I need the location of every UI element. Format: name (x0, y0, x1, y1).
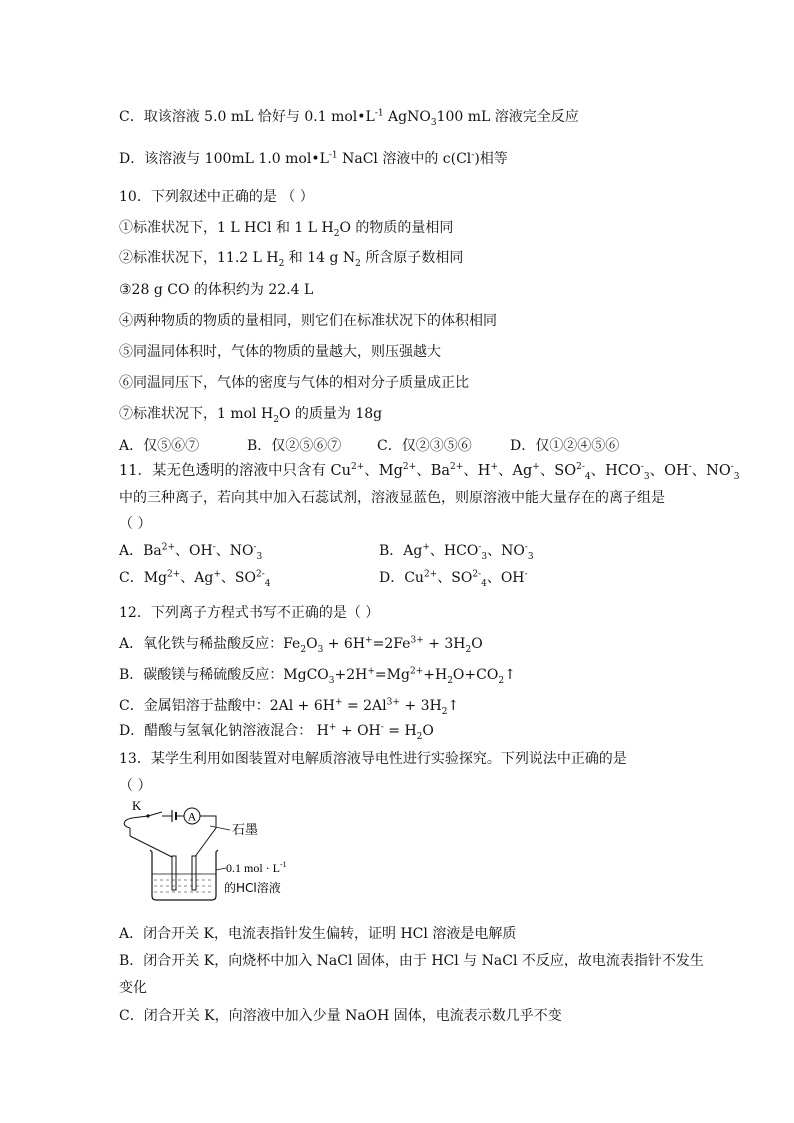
ammeter-label: A (187, 809, 197, 824)
q10-statement-7: ⑦标准状况下，1 mol $H_2O$ 的质量为 18g (119, 406, 383, 425)
wire-right (200, 816, 216, 828)
q10-option-b: B．仅②⑤⑥⑦ (247, 438, 342, 454)
q12-option-b: B．碳酸镁与稀硫酸反应：$MgCO_3+2H^+=Mg^{2+}+H_2O+CO_2↑$ (119, 666, 516, 686)
q13-answer-paren: （ ） (119, 778, 152, 794)
switch-k-lever (148, 812, 162, 816)
circuit-apparatus-figure (112, 796, 332, 904)
graphite-pointer-line (210, 826, 230, 830)
q10-statement-2: ②标准状况下，11.2 L $H_2$ 和 14 g $N_2$ 所含原子数相同 (119, 250, 464, 269)
q9-option-d: D．该溶液与 100mL 1.0 $mol•L^{-1}$ NaCl 溶液中的 c(Cl-)相等 (119, 150, 508, 167)
graphite-electrode-left (172, 856, 176, 890)
q10-stem: 10．下列叙述中正确的是 （ ） (119, 189, 314, 205)
q10-statement-5: ⑤同温同体积时，气体的物质的量越大，则压强越大 (119, 344, 441, 360)
q10-statement-4: ④两种物质的物质的量相同，则它们在标准状况下的体积相同 (119, 313, 497, 329)
q11-stem-line-2: 中的三种离子，若向其中加入石蕊试剂，溶液显蓝色，则原溶液中能大量存在的离子组是 (119, 490, 665, 506)
q11-option-c: C．$Mg^{2+}$、Ag+、$SO^{2-}_4$ (119, 569, 271, 589)
circuit-diagram (112, 796, 332, 904)
q12-option-a: A．氧化铁与稀盐酸反应：$Fe_2O_3 + 6H^+=2Fe^{3+} + 3H_2O$ (119, 635, 483, 655)
q11-stem-line-1: 11．某无色透明的溶液中只含有 $Cu^{2+}$、$Mg^{2+}$、$Ba^{2+}$、H+、Ag+、$SO^{2-}_4$、$HCO^-_3$、OH-、$NO^-_3$ (119, 462, 740, 482)
wire-left (124, 816, 148, 828)
q10-option-a: A．仅⑤⑥⑦ (119, 438, 200, 454)
q11-answer-paren: （ ） (119, 516, 152, 532)
q10-statement-3: ③28 g CO 的体积约为 22.4 L (119, 282, 314, 298)
q10-statement-1: ①标准状况下，1 L HCl 和 1 L $H_2O$ 的物质的量相同 (119, 220, 454, 239)
q10-option-d: D．仅①②④⑤⑥ (510, 438, 620, 454)
graphite-electrode-right (192, 856, 196, 890)
q11-option-b: B．Ag+、$HCO^-_3$、$NO^-_3$ (379, 542, 534, 562)
concentration-label: 0.1 mol · $L^{-1}$ (226, 860, 287, 875)
q10-option-c: C．仅②③⑤⑥ (377, 438, 472, 454)
wire-to-right-electrode (194, 828, 216, 858)
beaker-icon (150, 850, 218, 900)
q13-option-b-line-1: B．闭合开关 K，向烧杯中加入 NaCl 固体，由于 HCl 与 NaCl 不反应，故电流表指针不发生 (119, 953, 704, 969)
switch-k-label: K (132, 798, 142, 813)
q13-stem-line-1: 13．某学生利用如图装置对电解质溶液导电性进行实验探究。下列说法中正确的是 (119, 751, 627, 767)
solution-label: 的HCl溶液 (224, 881, 281, 895)
q13-option-c: C．闭合开关 K，向溶液中加入少量 NaOH 固体，电流表示数几乎不变 (119, 1008, 562, 1024)
q13-option-b-line-2: 变化 (119, 980, 147, 996)
q11-option-d: D．$Cu^{2+}$、$SO^{2-}_4$、OH- (379, 569, 528, 589)
q12-option-d: D．醋酸与氢氧化钠溶液混合： $H^+ + OH^- = H_2O$ (119, 722, 434, 742)
q13-option-a: A．闭合开关 K，电流表指针发生偏转，证明 HCl 溶液是电解质 (119, 926, 517, 942)
q12-option-c: C．金属铝溶于盐酸中：$2Al + 6H^+ = 2Al^{3+}$ + $3H_2↑$ (119, 697, 460, 717)
solution-pointer-line (216, 868, 226, 870)
switch-k-pivot (146, 814, 149, 817)
q10-statement-6: ⑥同温同压下，气体的密度与气体的相对分子质量成正比 (119, 375, 469, 391)
q9-option-c: C．取该溶液 5.0 mL 恰好与 0.1 $mol•L^{-1}$ AgNO$_3$100 mL 溶液完全反应 (119, 108, 579, 128)
q11-option-a: A．$Ba^{2+}$、OH-、$NO^-_3$ (119, 542, 263, 562)
graphite-label: 石墨 (232, 823, 259, 838)
q12-stem: 12．下列离子方程式书写不正确的是（ ） (119, 605, 380, 621)
